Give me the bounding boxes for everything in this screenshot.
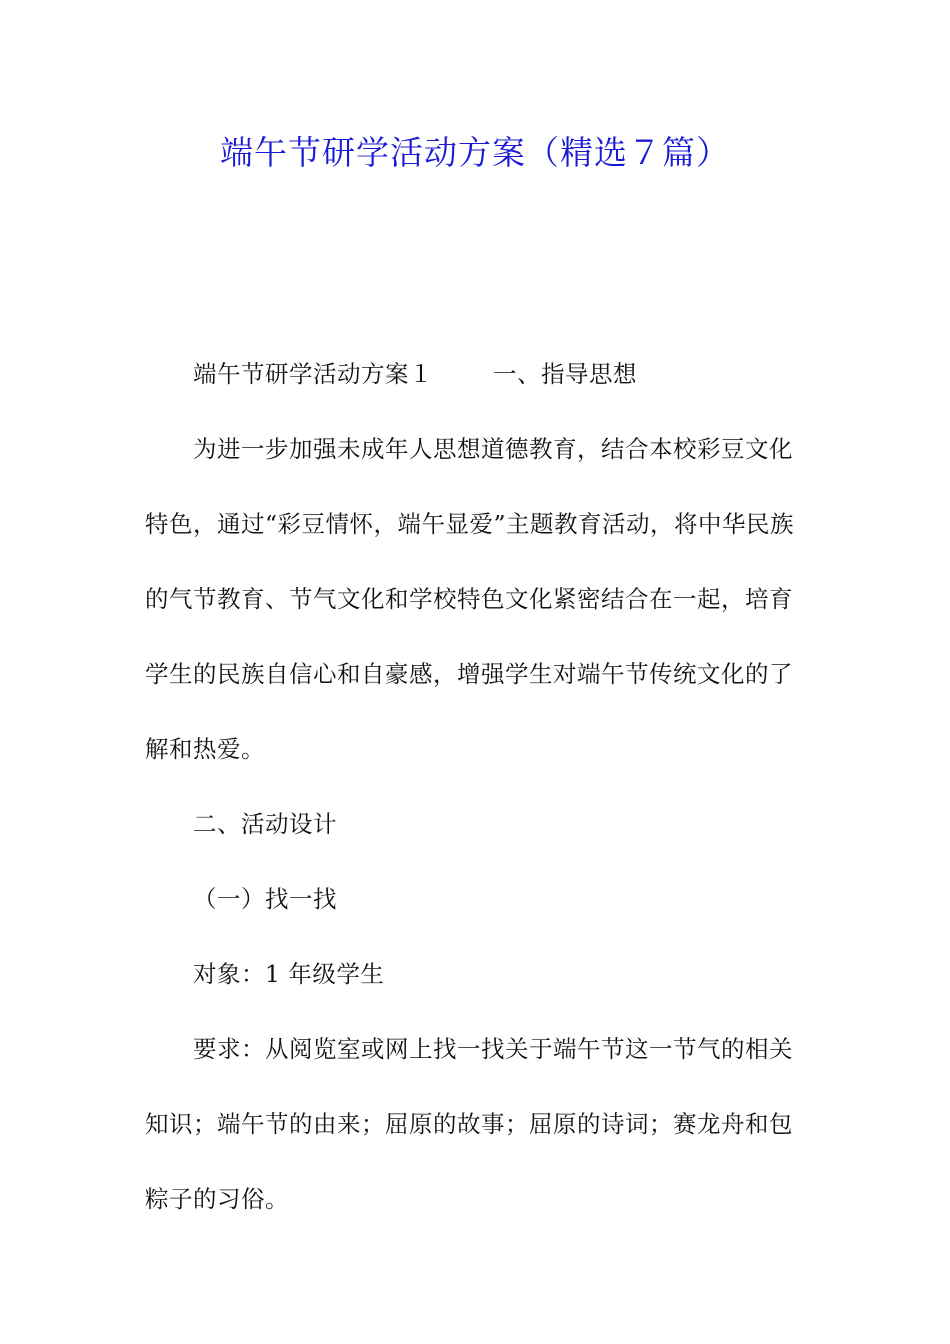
requirement-paragraph: 要求：从阅览室或网上找一找关于端午节这一节气的相关知识；端午节的由来；屈原的故事；屈原的诗词；赛龙舟和包粽子的习俗。: [145, 1035, 793, 1213]
audience-line: 对象：1 年级学生: [193, 960, 385, 988]
document-title: 端午节研学活动方案（精选７篇）: [220, 133, 730, 172]
paragraph-guiding-ideology: 为进一步加强未成年人思想道德教育，结合本校彩豆文化特色，通过“彩豆情怀，端午显爱”主题教育活动，将中华民族的气节教育、节气文化和学校特色文化紧密结合在一起，培育学生的民族自信心和自豪感，增强学生对端午节传统文化的了解和热爱。: [145, 435, 795, 763]
subheading-activity-design: 二、活动设计: [193, 810, 337, 838]
section-heading-line: [145, 337, 805, 412]
document-body: [145, 337, 805, 1237]
subheading-find: （一）找一找: [193, 885, 337, 913]
subheading-guiding-ideology: 一、指导思想: [493, 360, 637, 388]
section-heading: 端午节研学活动方案１: [193, 360, 433, 388]
